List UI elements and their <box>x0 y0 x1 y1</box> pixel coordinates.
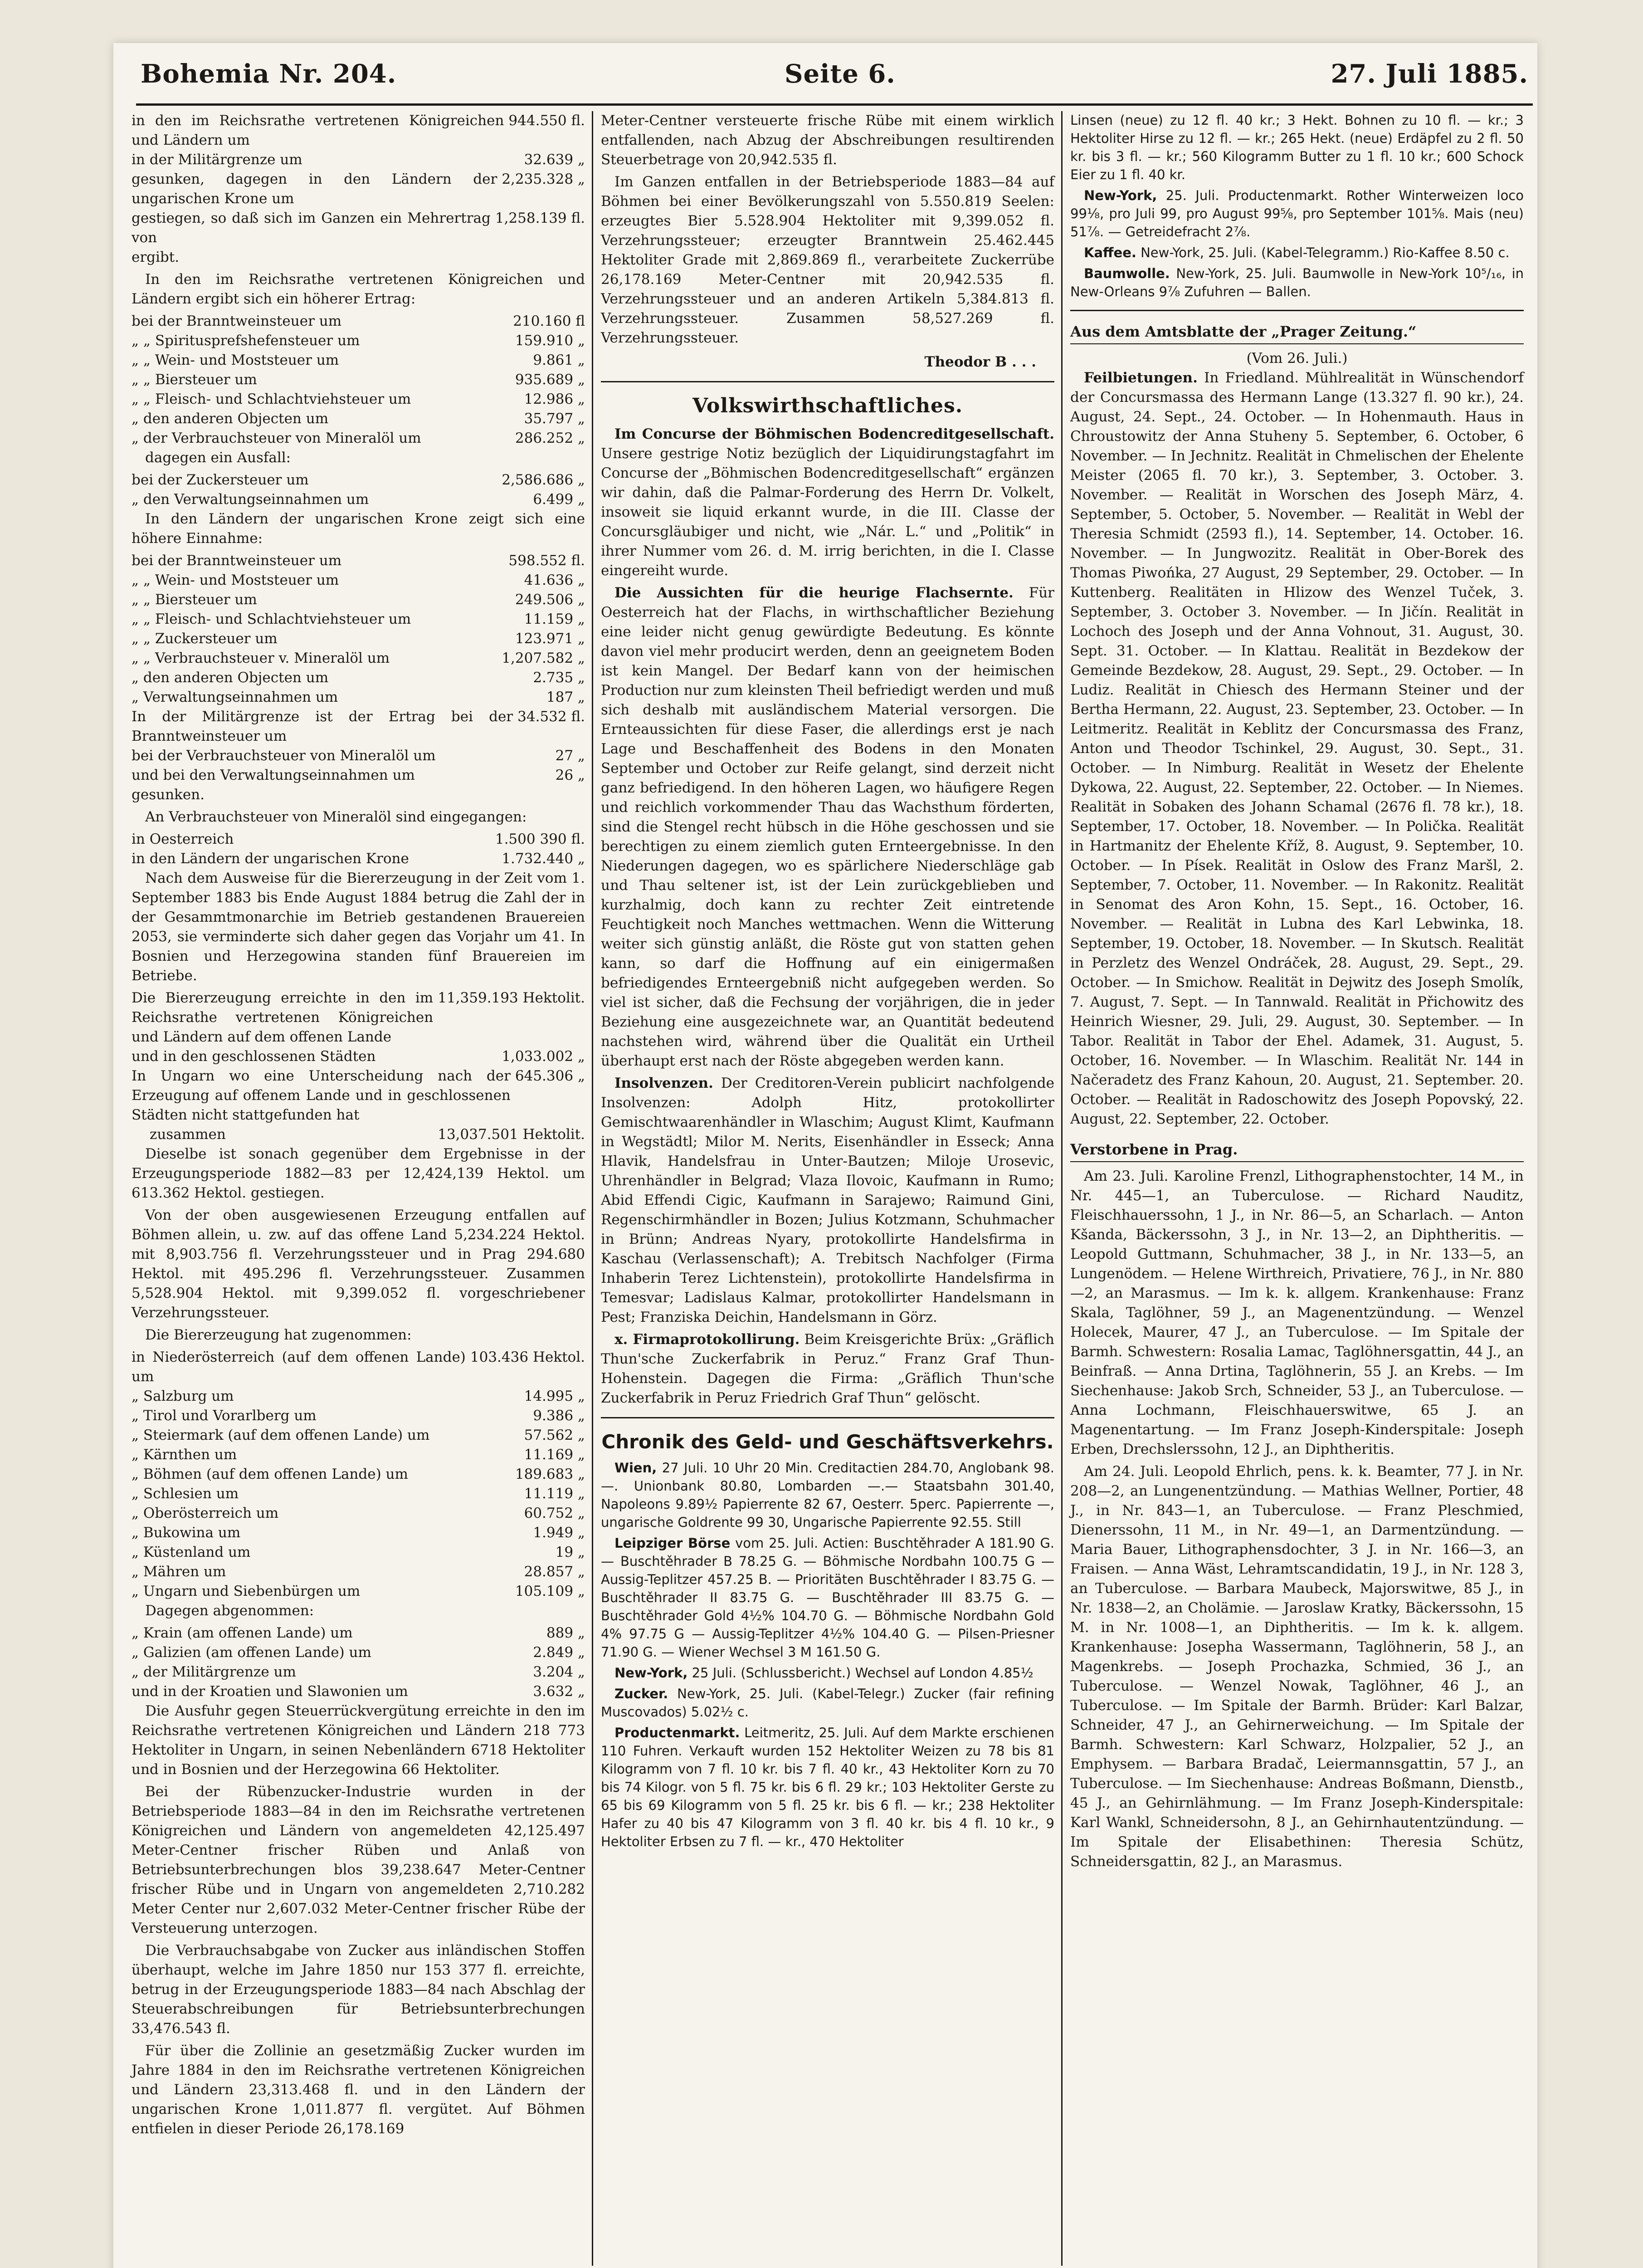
paragraph: Für über die Zollinie an gesetzmäßig Zucker wurden im Jahre 1884 in den im Reichsrathe vertretenen Königreichen und Ländern 23,313.468 fl. und in den Ländern der ungarischen Krone 1,011.877 fl. vergütet. Auf Böhmen entfielen in dieser Periode 26,178.169 <box>132 2043 585 2137</box>
section-rule <box>1070 310 1524 311</box>
stat-value: 159.910 „ <box>515 332 585 349</box>
stat-list <box>132 312 585 448</box>
stat-list <box>132 470 585 509</box>
paragraph: Insolvenzen. Der Creditoren-Verein publicirt nachfolgende Insolvenzen: Adolph Hitz, protokollirter Gemischtwaarenhändler in Wlaschim; August Klimt, Kaufmann in Wegstädtl; Milor M. Nerits, Eisenhändler in Esseck; Anna Hlavik, Handelsfrau in Unter-Bautzen; Miloje Urosevic, Uhrenhändler in Belgrad; Vlaza Ilovoic, Kaufmann in Rumo; Abid Effendi Cigic, Kaufmann in Sarajewo; Raimund Gini, Regenschirmhändler in Bozen; Julius Kotzmann, Schuhmacher in Brünn; Andreas Nyary, protokollirte Handelsfirma in Kaschau (Verlassenschaft); A. Trebitsch Nachfolger (Firma Inhaberin Terez Lichtenstein), protokollirte Handelsfirma in Temesvar; Ladislaus Kalmar, protokollirter Handelsmann in Pest; Franziska Deichin, Handelsmann in Görz. <box>601 1075 1054 1325</box>
stat-row <box>132 649 585 668</box>
stat-row <box>132 830 585 849</box>
paragraph: An Verbrauchsteuer von Mineralöl sind eingegangen: <box>145 809 527 825</box>
stat-value: 26 „ <box>555 767 585 783</box>
stat-value: 1.732.440 „ <box>502 850 585 867</box>
paragraph: Von der oben ausgewiesenen Erzeugung entfallen auf Böhmen allein, u. zw. auf das offene Land 5,234.224 Hektol. mit 8,903.756 fl. Verzehrungssteuer und in Prag 294.680 Hektol. mit 495.296 fl. Verzehrungssteuer. Zusammen 5,528.904 Hektol. mit 9,399.052 fl. vorgeschriebener Verzehrungssteuer. <box>132 1207 585 1321</box>
stat-label: „ „ Spiritusprefshefensteuer um <box>132 332 360 349</box>
stat-row <box>132 746 585 766</box>
stat-row <box>132 688 585 707</box>
stat-value: 35.797 „ <box>524 411 585 427</box>
stat-label: „ Verwaltungseinnahmen um <box>132 689 338 705</box>
stat-label: „ Salzburg um <box>132 1388 234 1404</box>
paragraph: Linsen (neue) zu 12 fl. 40 kr.; 3 Hekt. Bohnen zu 10 fl. — kr.; 3 Hektoliter Hirse zu 12 fl. — kr.; 265 Hekt. (neue) Erdäpfel zu 2 fl. 50 kr. bis 3 fl. — kr.; 560 Kilogramm Butter zu 1 fl. 10 kr.; 600 Schock Eier zu 1 fl. 40 kr. <box>1070 112 1524 182</box>
paragraph: gesunken. <box>132 787 205 803</box>
section-rule <box>601 381 1054 382</box>
paragraph: Zucker. New-York, 25. Juli. (Kabel-Telegr.) Zucker (fair refining Muscovados) 5.02½ c. <box>601 1686 1054 1720</box>
section-heading: Aus dem Amtsblatte der „Prager Zeitung.“ <box>1070 322 1524 344</box>
stat-label: „ „ Verbrauchsteuer v. Mineralöl um <box>132 650 390 666</box>
stat-row: und in den geschlossenen Städten 1,033.002 „ <box>132 1048 585 1065</box>
stat-value: 27 „ <box>555 748 585 764</box>
stat-row: gestiegen, so daß sich im Ganzen ein Mehrertrag von 1,258.139 fl. <box>132 210 585 246</box>
stat-row <box>132 1682 585 1701</box>
stat-value: 11.159 „ <box>524 611 585 627</box>
stat-label: „ Bukowina um <box>132 1525 241 1541</box>
stat-list <box>132 1623 585 1701</box>
stat-label: „ den anderen Objecten um <box>132 670 329 686</box>
stat-value: 19 „ <box>555 1544 585 1560</box>
stat-row <box>132 409 585 429</box>
paragraph: Im Ganzen entfallen in der Betriebsperiode 1883—84 auf Böhmen bei einer Bevölkerungszahl von 5.550.819 Seelen: erzeugtes Bier 5.528.904 Hektoliter mit 9,399.052 fl. Verzehrungssteuer; erzeugter Branntwein 25.462.445 Hektoliter Grade mit 2,869.869 fl., verarbeitete Zuckerrübe 26,178.169 Meter-Centner mit 20,942.535 fl. Verzehrungssteuer und an anderen Artikeln 5,384.813 fl. Verzehrungssteuer. Zusammen 58,527.269 fl. Verzehrungssteuer. <box>601 174 1054 346</box>
paper-name: Bohemia Nr. 204. <box>141 59 397 89</box>
stat-value: 187 „ <box>546 689 585 705</box>
paragraph: Die Verbrauchsabgabe von Zucker aus inländischen Stoffen überhaupt, welche im Jahre 1850 nur 153 377 fl. erreichte, betrug in der Erzeugungsperiode 1883—84 nach Abschlag der Steuerabschreibungen für Betriebsunterbrechungen 33,476.543 fl. <box>132 1942 585 2037</box>
paragraph: Nach dem Ausweise für die Biererzeugung in der Zeit vom 1. September 1883 bis Ende August 1884 betrug die Zahl der in der Gesammtmonarchie im Betrieb gestandenen Brauereien 2053, sie verminderte sich daher gegen das Vorjahr um 41. In Bosnien und Herzegowina standen fünf Brauereien im Betriebe. <box>132 870 585 984</box>
stat-label: „ Schlesien um <box>132 1486 239 1502</box>
paragraph: x. Firmaprotokollirung. Beim Kreisgerichte Brüx: „Gräflich Thun'sche Zuckerfabrik in Peruz.“ Franz Graf Thun-Hohenstein. Dagegen die Firma: „Gräflich Thun'sche Zuckerfabrik in Peruz Friedrich Graf Thun“ gelöscht. <box>601 1331 1055 1406</box>
stat-row <box>132 312 585 331</box>
stat-label: „ den Verwaltungseinnahmen um <box>132 491 369 508</box>
stat-row: In Ungarn wo eine Unterscheidung nach der Erzeugung auf offenem Lande und in geschlossenen Städten nicht stattgefunden hat 645.306 „ <box>132 1068 585 1123</box>
stat-value: 14.995 „ <box>524 1388 585 1404</box>
stat-value: 210.160 fl <box>513 313 585 329</box>
paragraph: In den Ländern der ungarischen Krone zeigt sich eine höhere Einnahme: <box>132 511 585 547</box>
stat-label: „ Tirol und Vorarlberg um <box>132 1408 317 1424</box>
stat-row <box>132 590 585 610</box>
masthead-rule <box>136 103 1533 106</box>
stat-label: „ „ Biersteuer um <box>132 591 257 608</box>
paragraph: Bei der Rübenzucker-Industrie wurden in der Betriebsperiode 1883—84 in den im Reichsrathe vertretenen Königreichen und Ländern von angemeldeten 42,125.497 Meter-Centner frischer Rüben und Anlaß von Betriebsunterbrechungen blos 39,238.647 Meter-Centner frischer Rübe und in Ungarn von angemeldeten 2,710.282 Meter Center nur 2,607.032 Meter-Centner frischer Rübe der Versteuerung unterzogen. <box>132 1784 585 1936</box>
stat-value: 105.109 „ <box>515 1583 585 1599</box>
stat-row <box>132 1387 585 1406</box>
stat-label: „ Ungarn und Siebenbürgen um <box>132 1583 361 1599</box>
stat-row <box>132 766 585 785</box>
stat-row <box>132 1484 585 1504</box>
paragraph: ergibt. <box>132 249 180 265</box>
stat-value: 28.857 „ <box>524 1564 585 1580</box>
stat-row <box>132 610 585 629</box>
masthead <box>141 50 1528 100</box>
stat-row <box>132 1643 585 1662</box>
column-divider <box>1061 111 1063 2266</box>
stat-row: in der Militärgrenze um 32.639 „ <box>132 152 585 168</box>
stat-label: „ den anderen Objecten um <box>132 411 329 427</box>
stat-value: 1,207.582 „ <box>502 650 585 666</box>
stat-row: In der Militärgrenze ist der Ertrag bei der Branntweinsteuer um 34.532 fl. <box>132 709 585 744</box>
paragraph: dagegen ein Ausfall: <box>145 450 291 466</box>
stat-row <box>132 1426 585 1445</box>
section-heading: Volkswirthschaftliches. <box>692 394 963 417</box>
stat-row <box>132 1662 585 1682</box>
stat-row <box>132 470 585 490</box>
stat-row <box>132 351 585 370</box>
stat-label: „ „ Fleisch- und Schlachtviehsteuer um <box>132 391 411 407</box>
stat-value: 3.632 „ <box>533 1683 585 1700</box>
stat-row <box>132 551 585 571</box>
stat-label: „ Böhmen (auf dem offenen Lande) um <box>132 1466 408 1482</box>
stat-value: 189.683 „ <box>515 1466 585 1482</box>
stat-value: 60.752 „ <box>524 1505 585 1521</box>
stat-value: 11.169 „ <box>524 1447 585 1463</box>
stat-value: 12.986 „ <box>524 391 585 407</box>
stat-list <box>132 551 585 707</box>
stat-row: Die Biererzeugung erreichte in den im Reichsrathe vertretenen Königreichen und Ländern auf dem offenen Lande 11,359.193 Hektolit. <box>132 990 585 1045</box>
stat-label: „ „ Zuckersteuer um <box>132 631 278 647</box>
paragraph: Leipziger Börse vom 25. Juli. Actien: Buschtěhrader A 181.90 G. — Buschtěhrader B 78.25 G. — Böhmische Nordbahn 100.75 G — Aussig-Teplitzer 457.25 B. — Prioritäten Buschtěhrader I 83.75 G. — Buschtěhrader II 83.75 G. — Buschtěhrader III 83.75 G. — Buschtěhrader Gold 4½% 104.70 G. — Böhmische Nordbahn Gold 4% 97.75 G — Aussig-Teplitzer 4½% 104.40 G. — Pilsen-Priesner 71.90 G. — Wiener Wechsel 3 M 161.50 G. <box>601 1535 1055 1660</box>
stat-value: 6.499 „ <box>533 491 585 508</box>
paragraph: New-York, 25 Juli. (Schlussbericht.) Wechsel auf London 4.85½ <box>614 1665 1034 1681</box>
stat-value: 3.204 „ <box>533 1664 585 1680</box>
stat-label: „ Oberösterreich um <box>132 1505 279 1521</box>
stat-row <box>132 1348 585 1387</box>
stat-label: bei der Branntweinsteuer um <box>132 552 342 569</box>
stat-row <box>132 1406 585 1426</box>
paragraph: Im Concurse der Böhmischen Bodencreditgesellschaft. Unsere gestrige Notiz bezüglich der Liquidirungstagfahrt im Concurse der „Böhmischen Bodencreditgesellschaft“ ergänzen wir dahin, daß die Palmar-Forderung des Herrn Dr. Volkelt, insoweit sie liquid erkannt wurde, in die III. Classe der Concursgläubiger und nicht, wie „Nár. L.“ und „Politik“ in ihrer Nummer vom 26. d. M. irrig berichten, in die I. Classe eingereiht wurde. <box>601 426 1054 579</box>
stat-label: bei der Zuckersteuer um <box>132 472 309 488</box>
author-signature: Theodor B . . . <box>924 354 1036 370</box>
paragraph: Dagegen abgenommen: <box>145 1603 314 1619</box>
stat-row: gesunken, dagegen in den Ländern der ungarischen Krone um 2,235.328 „ <box>132 171 585 207</box>
paragraph: Feilbietungen. In Friedland. Mühlrealität in Wünschendorf der Concursmassa des Hermann Lange (13.327 fl. 90 kr.), 24. August, 24. Sept., 24. October. — In Hohenmauth. Haus in Chroustowitz der Anna Stuheny 5. September, 6. October, 6 November. — In Jechnitz. Realität in Chmelischen der Ehelente Meister (2065 fl. 70 kr.), 3. September, 3. October. 3. November. — Realität in Worschen des Joseph März, 4. September, 5. October, 5. November. — Realität in Webl der Theresia Schmidt (2593 fl.), 14. September, 14. October. 16. November. — In Jungwozitz. Realität in Ober-Borek des Thomas Piwońka, 27 August, 29 September, 29. October. — In Kuttenberg. Realitäten in Hlizow des Wenzel Tuček, 3. September, 3. October 3. November. — In Jičín. Realität in Lochoch des Joseph und der Anna Vohnout, 31. August, 30. Sept. 31. October. — In Klattau. Realität in Bezdekow der Gemeinde Bezdekow, 28. August, 29. Sept., 29. October. — In Ludiz. Realität in Chiesch des Hermann Steiner und der Bertha Hermann, 22. August, 23. September, 23. October. — In Leitmeritz. Realität in Keblitz der Concursmassa des Franz, Anton und Theodor Tschinkel, 29. August, 30. Sept., 31. October. — In Nimburg. Realität in Wesetz der Ehelente Dykowa, 22. August, 22. September, 22. October. — In Niemes. Realität in Sobaken des Johann Schamal (2676 fl. 78 kr.), 18. September, 17. October, 18. November. — In Polička. Realität in Hartmanitz der Ehelente Kříž, 8. August, 9. September, 10. October. — In Písek. Realität in Oslow des Franz Maršl, 2. September, 7. October, 11. November. — In Rakonitz. Realität in Senomat des Aron Kohn, 15. Sept., 16. October, 16. November. — Realität in Lubna des Karl Lebwinka, 18. September, 19. October, 18. November. — In Skutsch. Realität in Perzletz des Wenzel Ondráček, 28. August, 29. Sept., 29. October. — In Smichow. Realität in Dejwitz des Joseph Smolík, 7. August, 7. Sept. — In Tannwald. Realität in Přichowitz des Heinrich Wiesner, 29. Juli, 29. August, 30. September. — In Tabor. Realität in Tabor der Ehel. Adamek, 31. August, 5. October, 16. November. — In Wlaschim. Realität Nr. 144 in Načeradetz des Franz Kahoun, 20. August, 21. September. 20. October. — Realität in Radoschowitz des Joseph Popovský, 22. August, 22. September, 22. October. <box>1070 370 1524 1127</box>
stat-row <box>132 1465 585 1484</box>
stat-label: „ „ Biersteuer um <box>132 371 257 388</box>
stat-row <box>132 1582 585 1601</box>
section-rule <box>601 1417 1054 1418</box>
column-right <box>1070 111 1524 1874</box>
column-middle <box>601 111 1054 1853</box>
paragraph: Meter-Centner versteuerte frische Rübe mit einem wirklich entfallenden, nach Abzug der Abschreibungen resultirenden Steuerbetrage von 20,942.535 fl. <box>601 112 1054 168</box>
stat-row <box>132 370 585 390</box>
stat-value: 9.861 „ <box>533 352 585 368</box>
section-subheading: (Vom 26. Juli.) <box>1246 350 1348 367</box>
paragraph: Die Biererzeugung hat zugenommen: <box>145 1327 412 1343</box>
stat-value: 11.119 „ <box>524 1486 585 1502</box>
stat-row <box>132 1543 585 1562</box>
paragraph: Die Aussichten für die heurige Flachsernte. Für Oesterreich hat der Flachs, in wirthschaftlicher Beziehung eine leider nicht genug gewürdigte Bedeutung. Es könnte davon viel mehr producirt werden, denn an geeignetem Boden ist kein Mangel. Der Bedarf kann von der heimischen Production nur zum kleinsten Theil befriedigt werden und muß sich deshalb mit ausländischem Material versorgen. Die Ernteaussichten für diese Faser, die allerdings erst je nach Lage und Beschaffenheit des Bodens in den Monaten September und October zur Reife gelangt, sind derzeit nicht ganz befriedigend. In den höheren Lagen, wo häufigere Regen und reichlich vorkommender Thau das Wachsthum förderten, sind die Stengel recht hübsch in die Höhe geschossen und sie berechtigen zu einem ziemlich guten Ernteergebnisse. In den Niederungen dagegen, wo es spärlichere Niederschläge gab und Thau seltener ist, ist der Lein zurückgeblieben und kurzhalmig, doch kann zu rechter Zeit eintretende Feuchtigkeit noch Manches wettmachen. Wenn die Witterung weiter sich günstig anläßt, die Röste gut von statten gehen kann, so darf die Hoffnung auf ein einigermaßen befriedigendes Ernteergebniß nicht aufgegeben werden. So viel ist sicher, daß die Fechsung der vorjährigen, die in jeder Beziehung eine ausgezeichnete war, an Quantität bedeutend nachstehen wird, während über die Qualität ein Urtheil überhaupt erst nach der Röste abgegeben werden kann. <box>601 585 1054 1069</box>
stat-label: „ „ Wein- und Moststeuer um <box>132 352 339 368</box>
stat-label: „ der Militärgrenze um <box>132 1664 296 1680</box>
stat-row <box>132 1504 585 1523</box>
stat-row <box>132 629 585 649</box>
paragraph: Baumwolle. New-York, 25. Juli. Baumwolle in New-York 10⁵/₁₆, in New-Orleans 9⅞ Zufuhren — Ballen. <box>1070 266 1524 299</box>
stat-label: „ Mähren um <box>132 1564 226 1580</box>
stat-value: 2,586.686 „ <box>502 472 585 488</box>
stat-label: und bei den Verwaltungseinnahmen um <box>132 767 415 783</box>
stat-row <box>132 1523 585 1543</box>
stat-label: bei der Verbrauchsteuer von Mineralöl um <box>132 748 436 764</box>
paragraph: Productenmarkt. Leitmeritz, 25. Juli. Auf dem Markte erschienen 110 Fuhren. Verkauft wurden 152 Hektoliter Weizen zu 78 bis 81 Kilogramm von 7 fl. 10 kr. bis 7 fl. 40 kr., 43 Hektoliter Korn zu 70 bis 74 Kilogr. von 5 fl. 75 kr. bis 6 fl. 29 kr.; 103 Hektoliter Gerste zu 65 bis 69 Kilogramm von 5 fl. 25 kr. bis 6 fl. — kr.; 238 Hektoliter Hafer zu 40 bis 47 Kilogramm von 3 fl. 40 kr. bis 4 fl. 10 kr., 9 Hektoliter Erbsen zu 7 fl. — kr., 470 Hektoliter <box>601 1725 1055 1849</box>
stat-row <box>132 429 585 448</box>
stat-value: 889 „ <box>546 1625 585 1641</box>
stat-value: 9.386 „ <box>533 1408 585 1424</box>
stat-value: 249.506 „ <box>515 591 585 608</box>
stat-value: 2.849 „ <box>533 1644 585 1661</box>
stat-row <box>132 1623 585 1643</box>
paragraph: Dieselbe ist sonach gegenüber dem Ergebnisse in der Erzeugungsperiode 1882—83 per 12,424,139 Hektol. um 613.362 Hektol. gestiegen. <box>132 1146 585 1201</box>
stat-label: in den Ländern der ungarischen Krone <box>132 850 409 867</box>
stat-row <box>132 490 585 509</box>
stat-value: 1.500 390 fl. <box>495 831 585 847</box>
issue-date: 27. Juli 1885. <box>1331 59 1528 89</box>
stat-row <box>132 668 585 688</box>
stat-label: „ Galizien (am offenen Lande) um <box>132 1644 371 1661</box>
paragraph: Am 24. Juli. Leopold Ehrlich, pens. k. k. Beamter, 77 J. in Nr. 208—2, an Lungenentzündung. — Mathias Wellner, Portier, 48 J., in Nr. 843—1, an Tuberculose. — Franz Pleschmied, Dienerssohn, 11 M., in Nr. 49—1, an Darmentzündung. — Maria Bauer, Lithographensdochter, 3 J. in Nr. 166—3, an Fraisen. — Anna Wäst, Lehramtscandidatin, 19 J., in Nr. 128 3, an Tuberculose. — Barbara Maubeck, Majorswitwe, 85 J., in Nr. 1838—2, an Cholämie. — Jaroslaw Kratky, Bäckerssohn, 15 M. in Nr. 1008—1, an Diphtheritis. — Im k. k. allgem. Krankenhause: Josepha Wassermann, Taglöhnerin, 58 J., an Magenkrebs. — Joseph Prochazka, Schmied, 36 J., an Tuberculose. — Wenzel Nowak, Taglöhner, 46 J., an Tuberculose. — Im Spitale der Barmh. Brüder: Karl Balzar, Schneider, 47 J., an Gehirnerweichung. — Im Spitale der Barmh. Schwestern: Karl Schwarz, Holzpalier, 52 J., an Emphysem. — Barbara Bradač, Leiermannsgattin, 57 J., an Tuberculose. — Im Siechenhause: Andreas Boßmann, Dienstb., 45 J., an Gehirnlähmung. — Im Franz Joseph-Kinderspitale: Karl Wankl, Schneidersohn, 8 J., an Gehirnhautentzündung. — Im Spitale der Elisabethinen: Theresia Schütz, Schneidersgattin, 82 J., an Marasmus. <box>1070 1463 1524 1870</box>
stat-label: „ der Verbrauchsteuer von Mineralöl um <box>132 430 421 446</box>
stat-value: 935.689 „ <box>515 371 585 388</box>
stat-row <box>132 1445 585 1465</box>
stat-value: 41.636 „ <box>524 572 585 588</box>
stat-value: 286.252 „ <box>515 430 585 446</box>
paragraph: New-York, 25. Juli. Productenmarkt. Rother Winterweizen loco 99⅛, pro Juli 99, pro August 99⅝, pro September 101⅝. Mais (neu) 51⅞. — Getreidefracht 2⅞. <box>1070 188 1524 240</box>
stat-row <box>132 849 585 869</box>
page-number: Seite 6. <box>785 59 896 89</box>
stat-label: in Niederösterreich (auf dem offenen Lande) um <box>132 1349 466 1385</box>
section-heading: Chronik des Geld- und Geschäftsverkehrs. <box>601 1431 1054 1453</box>
stat-value: 598.552 fl. <box>508 552 585 569</box>
paragraph: Kaffee. New-York, 25. Juli. (Kabel-Telegramm.) Rio-Kaffee 8.50 c. <box>1084 245 1510 260</box>
column-left <box>132 111 585 2141</box>
stat-label: „ Kärnthen um <box>132 1447 237 1463</box>
paragraph: In den im Reichsrathe vertretenen Königreichen und Ländern ergibt sich ein höherer Ertrag: <box>132 271 585 307</box>
stat-list <box>132 830 585 869</box>
stat-label: in Oesterreich <box>132 831 234 847</box>
section-heading: Verstorbene in Prag. <box>1070 1140 1524 1162</box>
stat-value: 2.735 „ <box>533 670 585 686</box>
stat-row <box>132 390 585 409</box>
paragraph: Wien, 27 Juli. 10 Uhr 20 Min. Creditactien 284.70, Anglobank 98.—. Unionbank 80.80, Lombarden —.— Staatsbahn 301.40, Napoleons 9.89½ Papierrente 82 67, Oesterr. 5perc. Papierrente —, ungarische Goldrente 99 30, Ungarische Papierrente 92.55. Still <box>601 1460 1055 1530</box>
paragraph: Am 23. Juli. Karoline Frenzl, Lithographenstochter, 14 M., in Nr. 445—1, an Tuberculose. — Richard Nauditz, Fleischhauerssohn, 1 J., in Nr. 86—5, an Scharlach. — Anton Kšanda, Bäckerssohn, 3 J., in Nr. 13—2, an Diphtheritis. — Leopold Guttmann, Schuhmacher, 38 J., in Nr. 133—5, an Lungenödem. — Helene Wirthreich, Privatiere, 76 J., in Nr. 880—2, an Marasmus. — Im k. k. allgem. Krankenhause: Franz Skala, Taglöhner, 59 J., an Magenentzündung. — Wenzel Holecek, Maurer, 47 J., an Tuberculose. — Im Spitale der Barmh. Schwestern: Rosalia Lamac, Taglöhnersgattin, 44 J., an Beinfraß. — Anna Drtina, Taglöhnerin, 55 J. an Krebs. — Im Siechenhause: Jakob Srch, Schneider, 53 J., an Tuberculose. — Anna Lochmann, Fleischhauerswitwe, 65 J. an Magenentartung. — Im Franz Joseph-Kinderspitale: Joseph Erben, Drechslerssohn, 12 J., an Diphtheritis. <box>1070 1168 1524 1457</box>
stat-row: in den im Reichsrathe vertretenen Königreichen und Ländern um 944.550 fl. <box>132 112 585 148</box>
stat-row <box>132 571 585 590</box>
stat-label: „ Krain (am offenen Lande) um <box>132 1625 353 1641</box>
stat-row: zusammen 13,037.501 Hektolit. <box>150 1126 585 1143</box>
stat-row <box>132 331 585 351</box>
stat-label: „ Steiermark (auf dem offenen Lande) um <box>132 1427 430 1443</box>
stat-value: 1.949 „ <box>533 1525 585 1541</box>
paragraph: Die Ausfuhr gegen Steuerrückvergütung erreichte in den im Reichsrathe vertretenen Königreichen und Ländern 218 773 Hektoliter in Ungarn, in seinen Nebenländern 6718 Hektoliter und in Bosnien und der Herzegowina 66 Hektoliter. <box>132 1703 585 1778</box>
stat-label: „ „ Fleisch- und Schlachtviehsteuer um <box>132 611 411 627</box>
stat-list <box>132 1348 585 1601</box>
stat-value: 123.971 „ <box>515 631 585 647</box>
stat-value: 57.562 „ <box>524 1427 585 1443</box>
stat-row <box>132 1562 585 1582</box>
column-divider <box>592 111 593 2266</box>
stat-label: bei der Branntweinsteuer um <box>132 313 342 329</box>
stat-label: „ „ Wein- und Moststeuer um <box>132 572 339 588</box>
stat-value: 103.436 Hektol. <box>470 1349 585 1365</box>
stat-list <box>132 746 585 785</box>
stat-label: und in der Kroatien und Slawonien um <box>132 1683 408 1700</box>
stat-label: „ Küstenland um <box>132 1544 251 1560</box>
